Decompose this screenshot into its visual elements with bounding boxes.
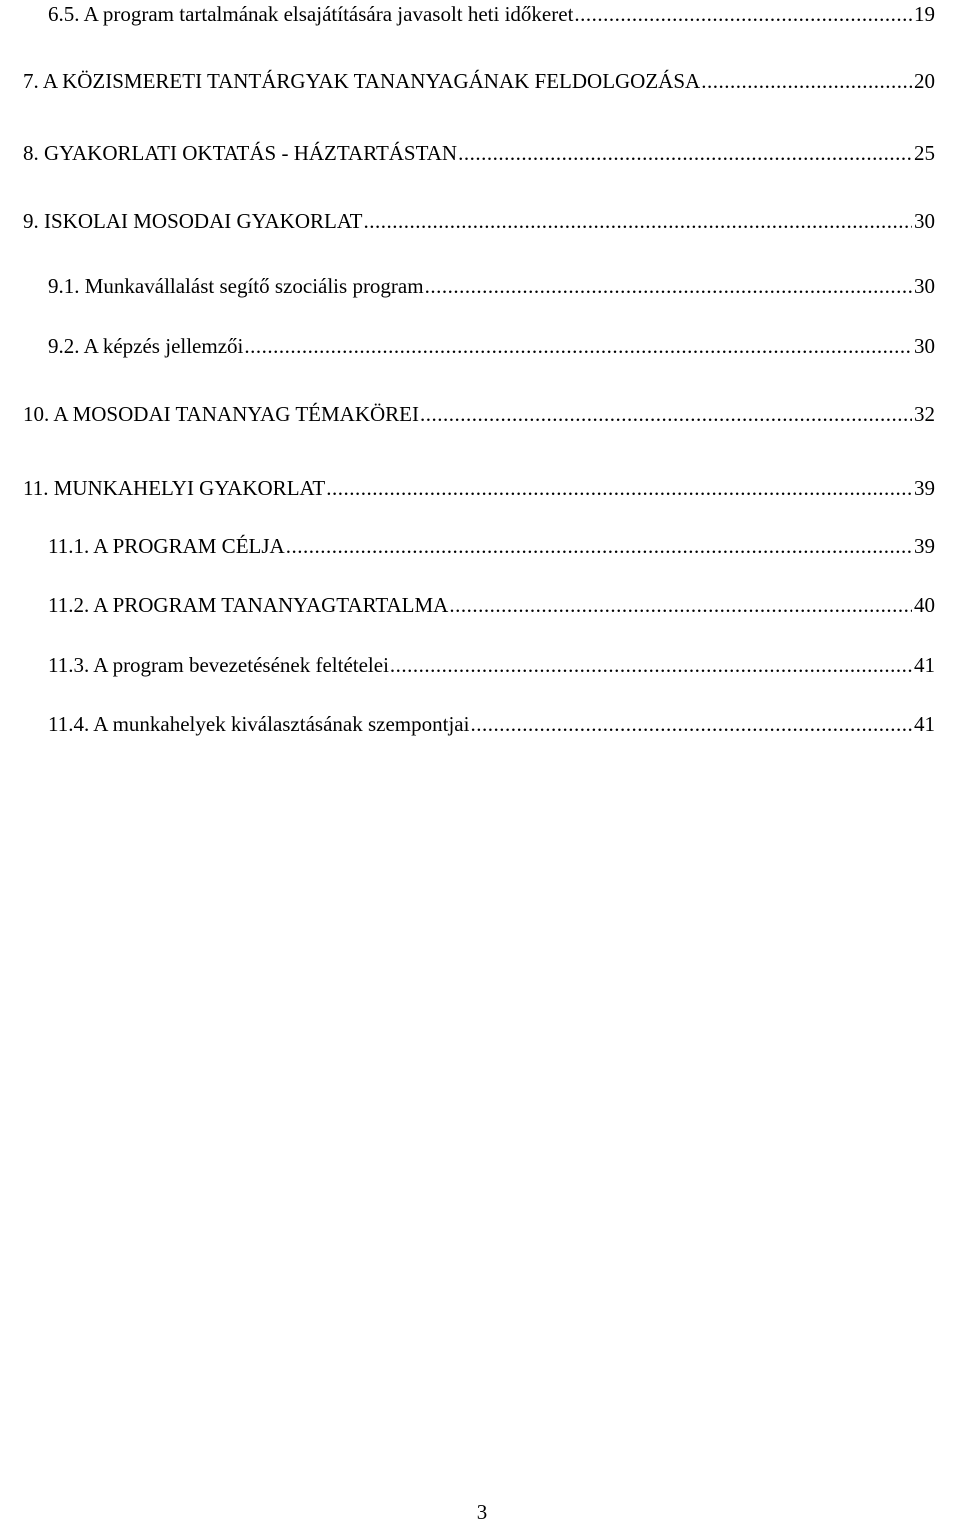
toc-entry-page: 19 — [914, 2, 935, 26]
toc-entry-page: 25 — [914, 141, 935, 165]
toc-entry-page: 40 — [914, 593, 935, 617]
toc-entry-label: 8. GYAKORLATI OKTATÁS - HÁZTARTÁSTAN — [23, 141, 458, 165]
toc-entry-label: 10. A MOSODAI TANANYAG TÉMAKÖREI — [23, 402, 419, 426]
dot-leader — [244, 332, 912, 360]
dot-leader — [458, 139, 912, 167]
toc-entry-label: 11.1. A PROGRAM CÉLJA — [48, 534, 285, 558]
toc-entry-label: 11. MUNKAHELYI GYAKORLAT — [23, 476, 326, 500]
toc-entry-page: 30 — [914, 274, 935, 298]
toc-entry-label: 11.2. A PROGRAM TANANYAGTARTALMA — [48, 593, 449, 617]
toc-entry[interactable] — [48, 591, 935, 619]
toc-entry[interactable] — [48, 272, 935, 300]
toc-entry[interactable] — [23, 139, 935, 167]
dot-leader — [364, 207, 913, 235]
toc-entry[interactable] — [23, 67, 935, 95]
dot-leader — [701, 67, 912, 95]
toc-entry[interactable] — [48, 532, 935, 560]
page-number: 3 — [476, 1500, 488, 1524]
toc-entry-label: 11.4. A munkahelyek kiválasztásának szempontjai — [48, 712, 470, 736]
dot-leader — [470, 710, 912, 738]
toc-entry-label: 9.1. Munkavállalást segítő szociális program — [48, 274, 424, 298]
toc-entry-page: 39 — [914, 534, 935, 558]
toc-entry-label: 6.5. A program tartalmának elsajátítására javasolt heti időkeret — [48, 2, 574, 26]
toc-entry[interactable] — [23, 207, 935, 235]
toc-entry-label: 11.3. A program bevezetésének feltételei — [48, 653, 389, 677]
toc-entry[interactable] — [48, 710, 935, 738]
toc-entry-page: 41 — [914, 712, 935, 736]
dot-leader — [390, 651, 912, 679]
toc-entry-page: 30 — [914, 209, 935, 233]
toc-entry-label: 9. ISKOLAI MOSODAI GYAKORLAT — [23, 209, 363, 233]
toc-entry[interactable] — [23, 400, 935, 428]
toc-entry-label: 7. A KÖZISMERETI TANTÁRGYAK TANANYAGÁNAK FELDOLGOZÁSA — [23, 69, 701, 93]
toc-entry-page: 41 — [914, 653, 935, 677]
toc-entry[interactable] — [48, 0, 935, 28]
dot-leader — [425, 272, 912, 300]
toc-entry-label: 9.2. A képzés jellemzői — [48, 334, 244, 358]
toc-entry-page: 20 — [914, 69, 935, 93]
toc-entry-page: 32 — [914, 402, 935, 426]
dot-leader — [449, 591, 912, 619]
toc-entry-page: 39 — [914, 476, 935, 500]
dot-leader — [420, 400, 912, 428]
toc-entry-page: 30 — [914, 334, 935, 358]
toc-entry[interactable] — [23, 474, 935, 502]
toc-entry[interactable] — [48, 651, 935, 679]
toc-entry[interactable] — [48, 332, 935, 360]
dot-leader — [286, 532, 912, 560]
dot-leader — [326, 474, 912, 502]
dot-leader — [574, 0, 912, 28]
